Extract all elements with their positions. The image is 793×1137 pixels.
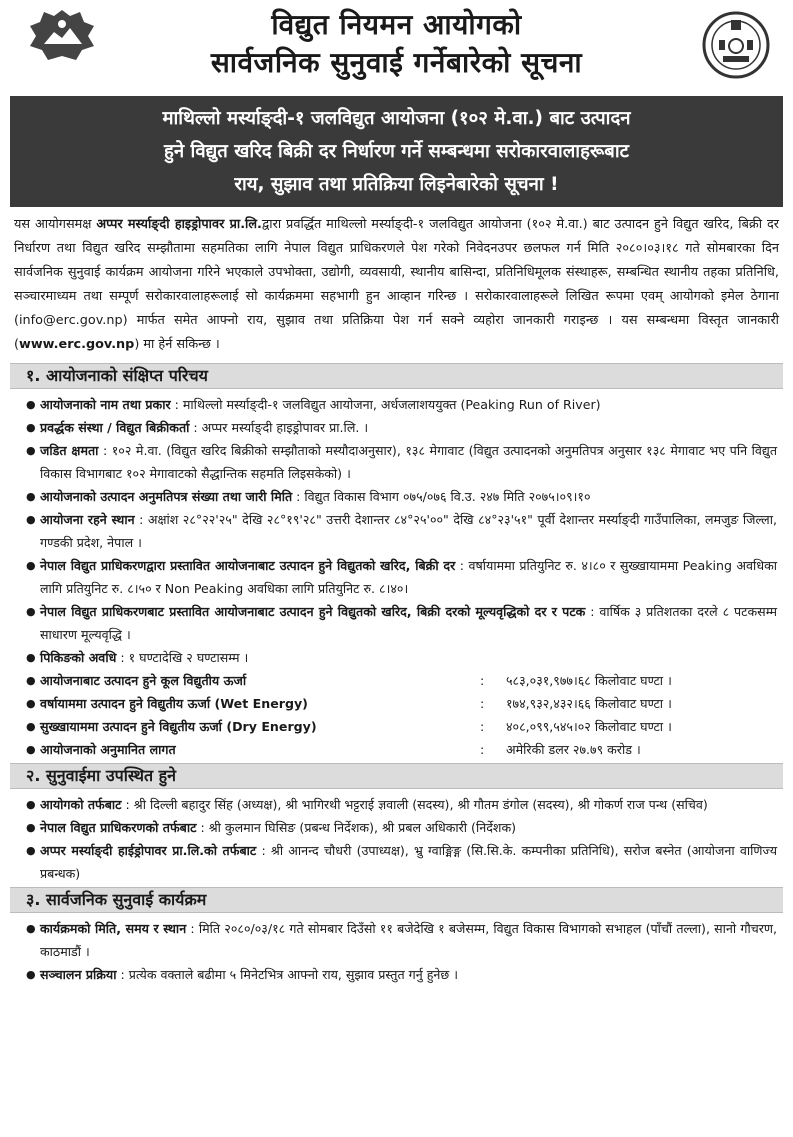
banner-line-2: हुने विद्युत खरिद बिक्री दर निर्धारण गर्ने सम्बन्धमा सरोकारवालाहरूबाट [164, 141, 629, 162]
energy-row: ● आयोजनाबाट उत्पादन हुने कूल विद्युतीय ऊर्जा : ५८३,०३१,९७७।६८ किलोवाट घण्टा । [26, 669, 777, 692]
bullet-icon: ● [26, 922, 36, 935]
list-item: ● नेपाल विद्युत प्राधिकरणको तर्फबाट : श्री कुलमान घिसिङ (प्रबन्ध निर्देशक), श्री प्रबल अधिकारी (निर्देशक) [26, 816, 777, 839]
notice-title: विद्युत नियमन आयोगको [271, 8, 522, 41]
intro-text-3: ) मार्फत समेत आफ्नो राय, सुझाव तथा प्रतिक्रिया पेश गर्न सक्ने व्यहोरा जानकारी गराइन्छ । यस सम्बन्धमा विस्तृत जानकारी ( [14, 313, 779, 352]
bullet-icon: ● [26, 720, 36, 733]
list-item: ● नेपाल विद्युत प्राधिकरणबाट प्रस्तावित आयोजनाबाट उत्पादन हुने विद्युतको खरिद, बिक्री दरको मूल्यवृद्धिको दर र पटक : वार्षिक ३ प्रतिशतका दरले ८ पटकसम्म साधारण मूल्यवृद्धि । [26, 600, 777, 646]
project-intro-list [10, 393, 783, 761]
list-item: ● जडित क्षमता : १०२ मे.वा. (विद्युत खरिद बिक्रीको सम्झौताको मस्यौदाअनुसार), १३८ मेगावाट (विद्युत उत्पादनको अनुमतिपत्र अनुसार १३८ मेगावाट भए पनि विद्युत विकास विभागबाट १०२ मेगावाटको सैद्धान्तिक सहमति लिइसकेको) । [26, 439, 777, 485]
energy-row: ● वर्षायाममा उत्पादन हुने विद्युतीय ऊर्जा (Wet Energy) : १७४,९३२,४३२।६६ किलोवाट घण्टा । [26, 692, 777, 715]
energy-row: ● आयोजनाको अनुमानित लागत : अमेरिकी डलर २७.७९ करोड । [26, 738, 777, 761]
bullet-icon: ● [26, 674, 36, 687]
notice-subtitle: सार्वजनिक सुनुवाई गर्नेबारेको सूचना [210, 46, 583, 79]
website-link[interactable]: www.erc.gov.np [19, 337, 135, 352]
bullet-icon: ● [26, 559, 36, 572]
section-heading-program: ३. सार्वजनिक सुनुवाई कार्यक्रम [10, 887, 783, 913]
list-item: ● अप्पर मर्स्याङ्दी हाईड्रोपावर प्रा.लि.को तर्फबाट : श्री आनन्द चौधरी (उपाध्यक्ष), भ्रु ग्वाङ्मिङ्ग (सि.सि.के. कम्पनीका प्रतिनिधि), सरोज बस्नेत (आयोजना वाणिज्य प्रबन्धक) [26, 839, 777, 885]
bullet-icon: ● [26, 651, 36, 664]
list-item: ● सञ्चालन प्रक्रिया : प्रत्येक वक्ताले बढीमा ५ मिनेटभित्र आफ्नो राय, सुझाव प्रस्तुत गर्नु हुनेछ । [26, 963, 777, 986]
company-name: अप्पर मर्स्याङ्दी हाइड्रोपावर प्रा.लि. [96, 217, 262, 232]
intro-text-1: यस आयोगसमक्ष [14, 217, 97, 232]
nepal-emblem-logo [24, 6, 100, 66]
intro-text-4: ) मा हेर्न सकिन्छ । [134, 337, 220, 352]
intro-text-2: द्वारा प्रवर्द्धित माथिल्लो मर्स्याङ्दी-१ जलविद्युत आयोजना (१०२ मे.वा.) बाट उत्पादन हुने विद्युत खरिद, बिक्री दर निर्धारण तथा विद्युत खरिद सम्झौतामा सहमतिका लागि नेपाल विद्युत प्राधिकरणले पेश गरेको निवेदनउपर छलफल गर्न मिति २०८०।०३।१८ गते सोमबारका दिन सार्वजनिक सुनुवाई कार्यक्रम आयोजना गरिने भएकाले उपभोक्ता, उद्योगी, व्यवसायी, स्थानीय बासिन्दा, प्रतिनिधिमूलक संस्थाहरू, सम्बन्धित स्थानीय तहका प्रतिनिधि, सञ्चारमाध्यम तथा सम्पूर्ण सरोकारवालाहरूलाई सो कार्यक्रममा सहभागी हुन आव्हान गरिन्छ । सरोकारवालाहरूले लिखित रूपमा एवम् आयोगको इमेल ठेगाना ( [14, 217, 779, 328]
bullet-icon: ● [26, 513, 36, 526]
banner-line-3: राय, सुझाव तथा प्रतिक्रिया लिइनेबारेको सूचना ! [234, 174, 559, 195]
email-link[interactable]: info@erc.gov.np [19, 313, 123, 328]
list-item: ● नेपाल विद्युत प्राधिकरणद्वारा प्रस्तावित आयोजनाबाट उत्पादन हुने विद्युतको खरिद, बिक्री दर : वर्षायाममा प्रतियुनिट रु. ४।८० र सुख्खायाममा Peaking अवधिका लागि प्रतियुनिट रु. ८।५० र Non Peaking अवधिका लागि प्रतियुनिट रु. ८।४०। [26, 554, 777, 600]
section-heading-project-intro: १. आयोजनाको संक्षिप्त परिचय [10, 363, 783, 389]
bullet-icon: ● [26, 421, 36, 434]
attendees-list [10, 793, 783, 885]
subject-banner [10, 96, 783, 207]
list-item: ● कार्यक्रमको मिति, समय र स्थान : मिति २०८०/०३/१८ गते सोमबार दिउँसो ११ बजेदेखि १ बजेसम्म, विद्युत विकास विभागको सभाहल (पाँचौं तल्ला), सानो गौचरण, काठमाडौं । [26, 917, 777, 963]
section-heading-attendees: २. सुनुवाईमा उपस्थित हुने [10, 763, 783, 789]
bullet-icon: ● [26, 605, 36, 618]
list-item: ● प्रवर्द्धक संस्था / विद्युत बिक्रीकर्ता : अप्पर मर्स्याङ्दी हाइड्रोपावर प्रा.लि. । [26, 416, 777, 439]
energy-row: ● सुख्खायाममा उत्पादन हुने विद्युतीय ऊर्जा (Dry Energy) : ४०८,०९९,५४५।०२ किलोवाट घण्टा । [26, 715, 777, 738]
bullet-icon: ● [26, 743, 36, 756]
bullet-icon: ● [26, 821, 36, 834]
list-item: ● आयोजनाको नाम तथा प्रकार : माथिल्लो मर्स्याङ्दी-१ जलविद्युत आयोजना, अर्धजलाशययुक्त (Peaking Run of River) [26, 393, 777, 416]
bullet-icon: ● [26, 490, 36, 503]
bullet-icon: ● [26, 444, 36, 457]
notice-header [10, 0, 783, 96]
bullet-icon: ● [26, 968, 36, 981]
bullet-icon: ● [26, 398, 36, 411]
erc-seal-logo [701, 10, 771, 80]
bullet-icon: ● [26, 697, 36, 710]
list-item: ● पिकिङको अवधि : १ घण्टादेखि २ घण्टासम्म । [26, 646, 777, 669]
list-item: ● आयोजना रहने स्थान : अक्षांश २८°२२'२५" देखि २८°१९'२८" उत्तरी देशान्तर ८४°२५'००" देखि ८४°२३'५१" पूर्वी देशान्तर मर्स्याङ्दी गाउँपालिका, लमजुङ जिल्ला, गण्डकी प्रदेश, नेपाल । [26, 508, 777, 554]
bullet-icon: ● [26, 798, 36, 811]
bullet-icon: ● [26, 844, 36, 857]
list-item: ● आयोगको तर्फबाट : श्री दिल्ली बहादुर सिंह (अध्यक्ष), श्री भागिरथी भट्टराई ज्ञवाली (सदस्य), श्री गौतम डंगोल (सदस्य), श्री गोकर्ण राज पन्थ (सचिव) [26, 793, 777, 816]
list-item: ● आयोजनाको उत्पादन अनुमतिपत्र संख्या तथा जारी मिति : विद्युत विकास विभाग ०७५/०७६ वि.उ. २४७ मिति २०७५।०९।१० [26, 485, 777, 508]
intro-paragraph [10, 211, 783, 361]
program-list [10, 917, 783, 986]
banner-line-1: माथिल्लो मर्स्याङ्दी-१ जलविद्युत आयोजना (१०२ मे.वा.) बाट उत्पादन [162, 108, 631, 129]
